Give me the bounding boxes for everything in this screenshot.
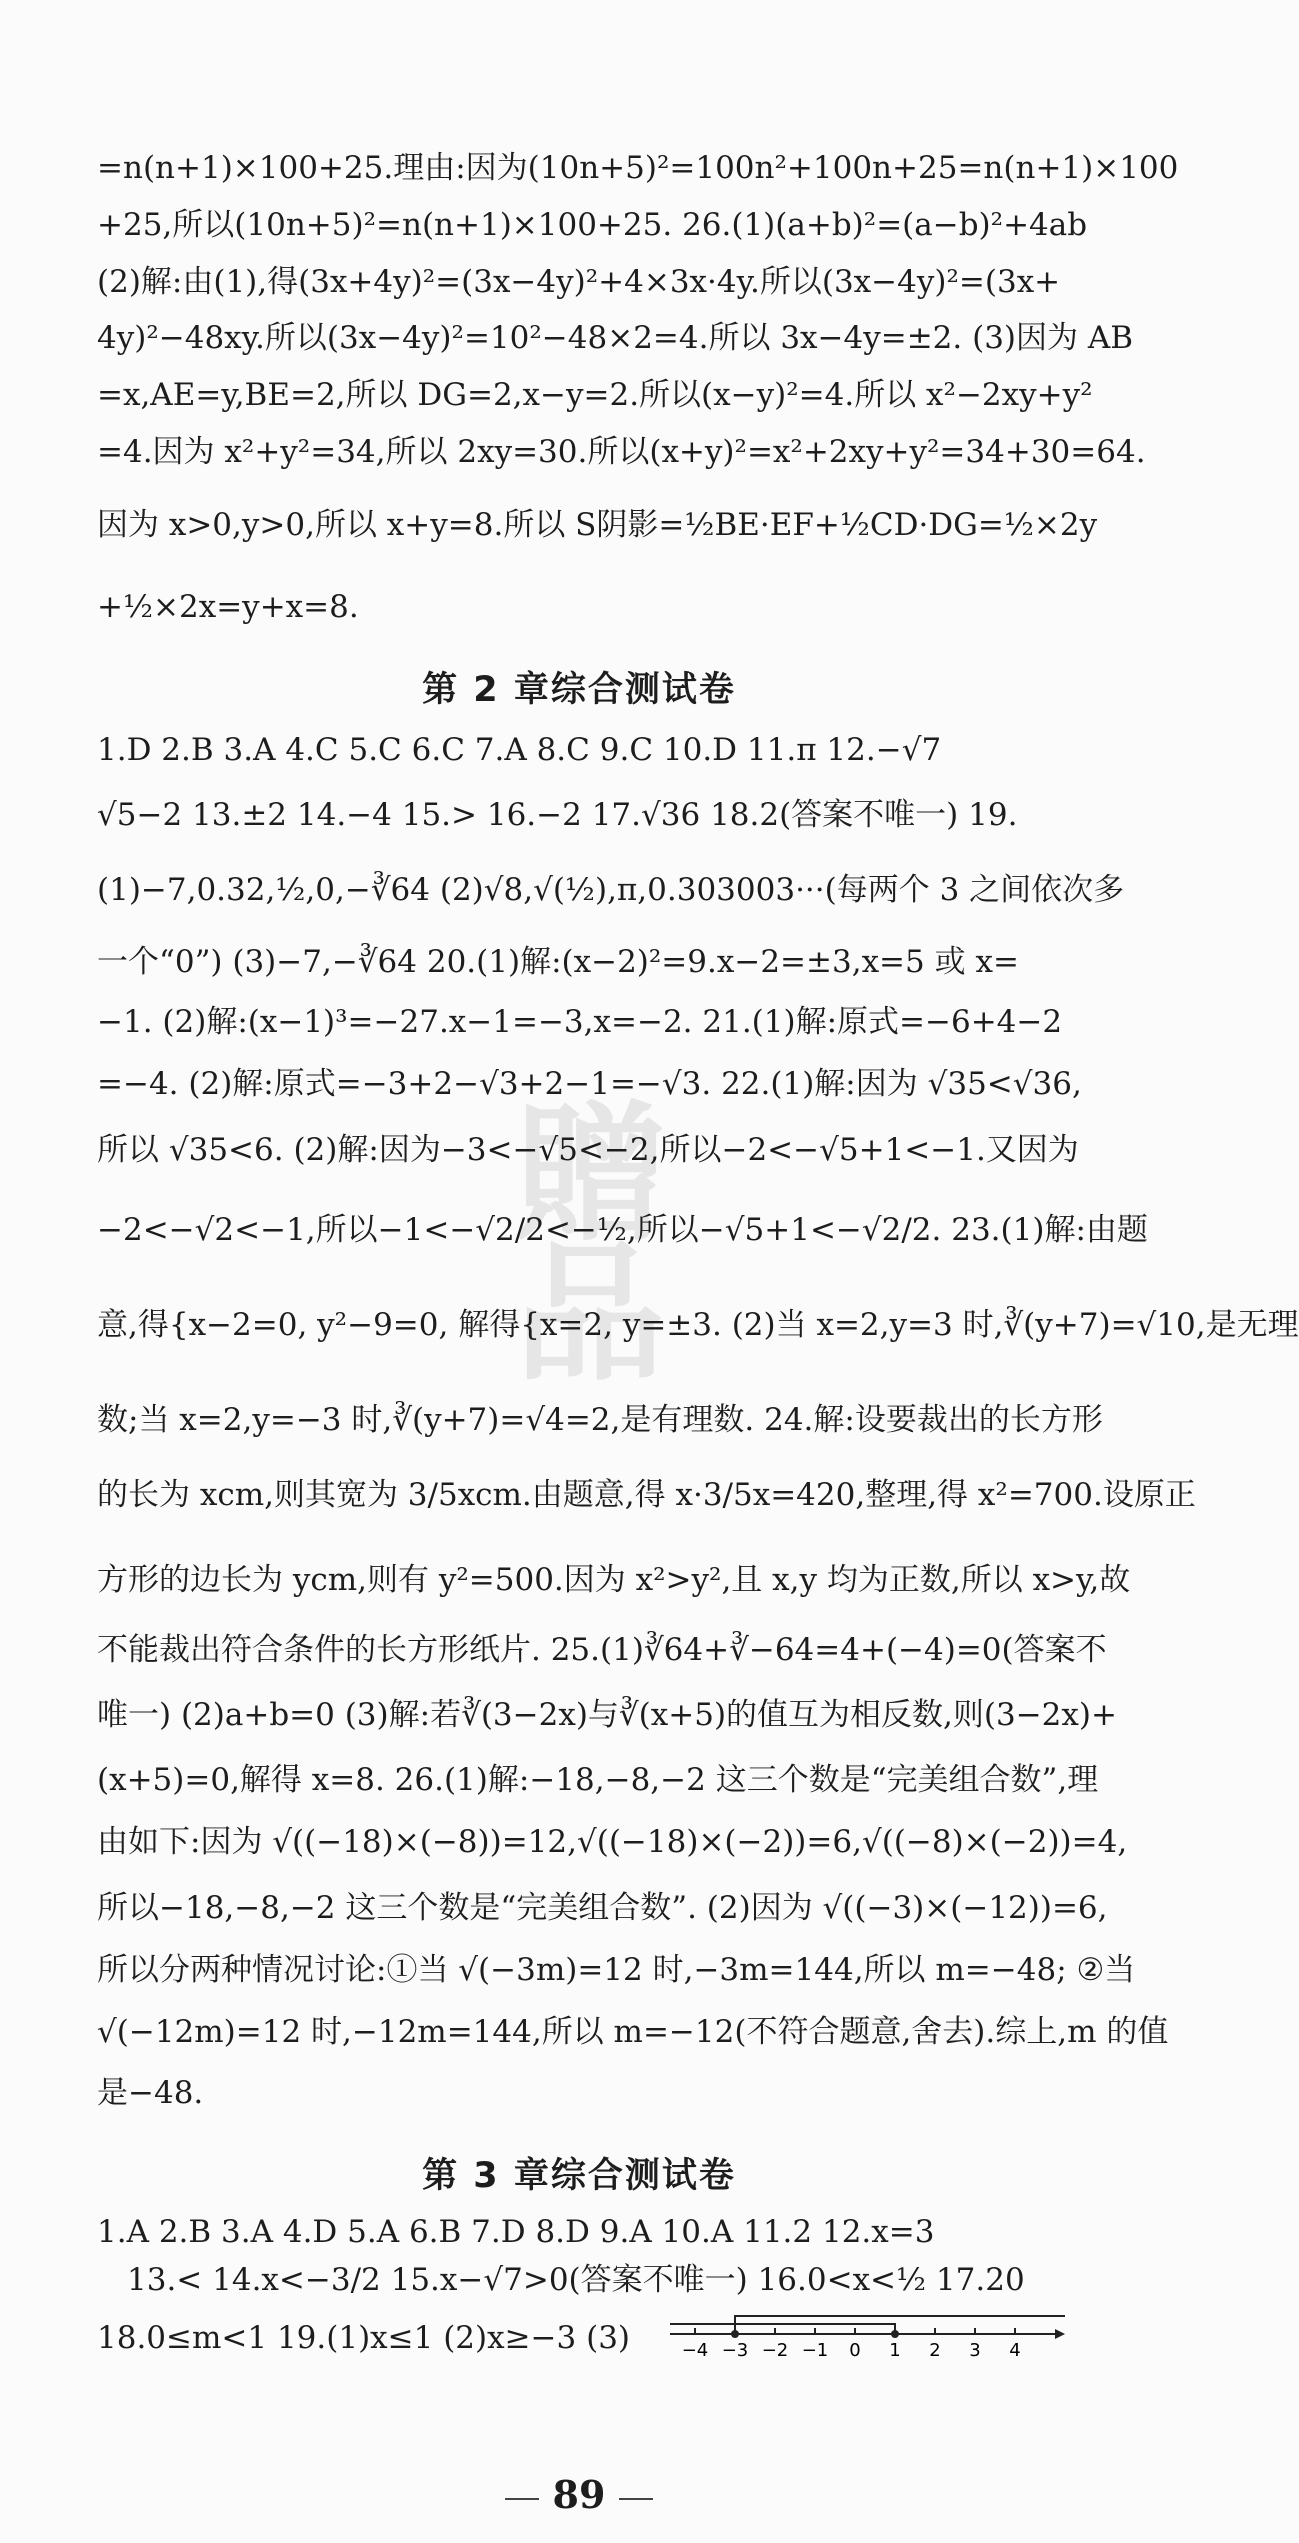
text-line: (x+5)=0,解得 x=8. 26.(1)解:−18,−8,−2 这三个数是“完美组合数”,理	[97, 1762, 1099, 1798]
text-line: +½×2x=y+x=8.	[97, 589, 359, 625]
text-line: 一个“0”) (3)−7,−∛64 20.(1)解:(x−2)²=9.x−2=±3,x=5 或 x=	[97, 944, 1019, 980]
number-line	[665, 2298, 1065, 2368]
solution-ray-right	[670, 2324, 895, 2334]
number-line-tick-label: 1	[889, 2340, 901, 2361]
text-line: 唯一) (2)a+b=0 (3)解:若∛(3−2x)与∛(x+5)的值互为相反数,则(3−2x)+	[97, 1697, 1117, 1733]
text-line: 4y)²−48xy.所以(3x−4y)²=10²−48×2=4.所以 3x−4y=±2. (3)因为 AB	[97, 320, 1134, 356]
page-number-dash	[505, 2498, 539, 2500]
text-line: 因为 x>0,y>0,所以 x+y=8.所以 S阴影=½BE·EF+½CD·DG=½×2y	[97, 507, 1098, 543]
number-line-tick-label: −4	[681, 2340, 709, 2361]
text-line: =4.因为 x²+y²=34,所以 2xy=30.所以(x+y)²=x²+2xy+y²=34+30=64.	[97, 434, 1146, 470]
solid-point	[891, 2330, 899, 2338]
text-line: 13.< 14.x<−3/2 15.x−√7>0(答案不唯一) 16.0<x<½ 17.20	[127, 2262, 1025, 2298]
number-line-tick-label: 3	[969, 2340, 981, 2361]
text-line: −2<−√2<−1,所以−1<−√2/2<−½,所以−√5+1<−√2/2. 23.(1)解:由题	[97, 1212, 1148, 1248]
page-number-text: 89	[552, 2472, 606, 2517]
number-line-arrow-icon	[1055, 2329, 1065, 2339]
text-line: 由如下:因为 √((−18)×(−8))=12,√((−18)×(−2))=6,√((−8)×(−2))=4,	[97, 1824, 1128, 1860]
text-line: (1)−7,0.32,½,0,−∛64 (2)√8,√(½),π,0.303003···(每两个 3 之间依次多	[97, 872, 1125, 908]
solid-point	[731, 2330, 739, 2338]
text-line: =−4. (2)解:原式=−3+2−√3+2−1=−√3. 22.(1)解:因为 √35<√36,	[97, 1066, 1082, 1102]
number-line-tick-label: −2	[761, 2340, 789, 2361]
text-line: 数;当 x=2,y=−3 时,∛(y+7)=√4=2,是有理数. 24.解:设要裁出的长方形	[97, 1402, 1103, 1438]
number-line-tick-label: −1	[801, 2340, 829, 2361]
text-line: 1.D 2.B 3.A 4.C 5.C 6.C 7.A 8.C 9.C 10.D 11.π 12.−√7	[97, 732, 942, 768]
text-line: (2)解:由(1),得(3x+4y)²=(3x−4y)²+4×3x·4y.所以(3x−4y)²=(3x+	[97, 264, 1061, 300]
number-line-tick-label: 0	[849, 2340, 861, 2361]
text-line: 所以 √35<6. (2)解:因为−3<−√5<−2,所以−2<−√5+1<−1.又因为	[97, 1132, 1079, 1168]
text-line: −1. (2)解:(x−1)³=−27.x−1=−3,x=−2. 21.(1)解:原式=−6+4−2	[97, 1004, 1063, 1040]
text-line: 所以−18,−8,−2 这三个数是“完美组合数”. (2)因为 √((−3)×(−12))=6,	[97, 1890, 1108, 1926]
chapter-3-title: 第 3 章综合测试卷	[422, 2156, 736, 2196]
text-line: √(−12m)=12 时,−12m=144,所以 m=−12(不符合题意,舍去).综上,m 的值	[97, 2014, 1169, 2050]
text-line: =n(n+1)×100+25.理由:因为(10n+5)²=100n²+100n+25=n(n+1)×100	[97, 150, 1179, 186]
text-line: 是−48.	[97, 2075, 204, 2111]
number-line-tick-label: 4	[1009, 2340, 1021, 2361]
number-line-tick-label: 2	[929, 2340, 941, 2361]
watermark-stamp: 贈 品	[514, 1088, 665, 1402]
text-line: 不能裁出符合条件的长方形纸片. 25.(1)∛64+∛−64=4+(−4)=0(答案不	[97, 1632, 1107, 1668]
number-line-tick-label: −3	[721, 2340, 749, 2361]
text-line: =x,AE=y,BE=2,所以 DG=2,x−y=2.所以(x−y)²=4.所以 x²−2xy+y²	[97, 377, 1093, 413]
text-line: 的长为 xcm,则其宽为 3/5xcm.由题意,得 x·3/5x=420,整理,得 x²=700.设原正	[97, 1477, 1196, 1513]
text-line: 方形的边长为 ycm,则有 y²=500.因为 x²>y²,且 x,y 均为正数,所以 x>y,故	[97, 1562, 1131, 1598]
page-number-dash	[619, 2498, 653, 2500]
text-line: √5−2 13.±2 14.−4 15.> 16.−2 17.√36 18.2(答案不唯一) 19.	[97, 797, 1018, 833]
text-line: 1.A 2.B 3.A 4.D 5.A 6.B 7.D 8.D 9.A 10.A 11.2 12.x=3	[97, 2214, 935, 2250]
number-line-ticks	[670, 2316, 1065, 2361]
text-line: +25,所以(10n+5)²=n(n+1)×100+25. 26.(1)(a+b)²=(a−b)²+4ab	[97, 207, 1088, 243]
text-line: 所以分两种情况讨论:①当 √(−3m)=12 时,−3m=144,所以 m=−48; ②当	[97, 1952, 1136, 1988]
text-line: 18.0≤m<1 19.(1)x≤1 (2)x≥−3 (3)	[97, 2320, 631, 2356]
text-line: 意,得{x−2=0, y²−9=0, 解得{x=2, y=±3. (2)当 x=2,y=3 时,∛(y+7)=√10,是无理	[97, 1307, 1299, 1343]
chapter-2-title: 第 2 章综合测试卷	[422, 670, 736, 710]
page-number	[0, 2472, 1158, 2517]
